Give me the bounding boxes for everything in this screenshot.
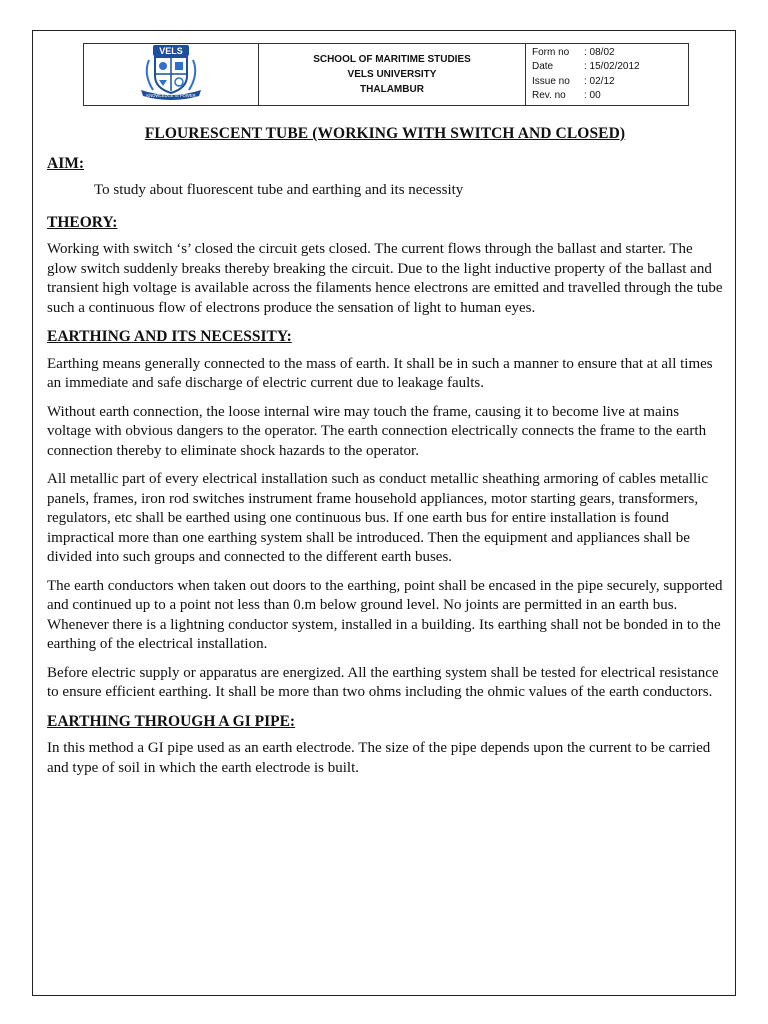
document-title: FLOURESCENT TUBE (WORKING WITH SWITCH AND CLOSED) [144,125,626,142]
theory-heading: THEORY: [47,213,118,231]
shield-emblem-icon [131,44,211,100]
earthing-paragraph: Without earth connection, the loose internal wire may touch the frame, causing it to become live at mains voltage with obvious dangers to the operator. The earth connection electrically connects the frame to the earth connection thereby to eliminate shock hazards to the operator. [47,403,707,459]
gi-pipe-heading: EARTHING THROUGH A GI PIPE: [47,712,296,730]
earthing-paragraph: Before electric supply or apparatus are energized. All the earthing system shall be tested for electrical resistance to ensure efficient earthing. It shall be more than two ohms including the ohmic values of the earth conductors. [47,664,719,700]
logo-top-text: VELS [159,46,183,56]
form-info-row [532,89,688,104]
form-info-row [532,75,688,90]
date-value: : 15/02/2012 [584,61,640,72]
issue-no-label: Issue no [532,75,570,87]
form-no-label: Form no [532,46,570,58]
form-info-cell [526,44,689,106]
document-header [83,43,689,106]
campus-name: THALAMBUR [360,84,424,95]
aim-heading: AIM: [47,154,85,172]
form-info-row [532,60,688,75]
logo-ribbon-text: KNOWLEDGE IS POWER [146,93,196,98]
earthing-heading: EARTHING AND ITS NECESSITY: [47,328,292,345]
earthing-paragraph: Earthing means generally connected to the mass of earth. It shall be in such a manner to ensure that at all times an immediate and safe discharge of electric current due to leakage faults. [47,355,713,391]
earthing-paragraph: The earth conductors when taken out doors to the earthing, point shall be encased in the pipe securely, supported and continued up to a point not less than 0.m below ground level. No joints are permitted in an earth bus. Whenever there is a lightning conductor system, installed in a building. Its earthing shall not be bonded in to the earthing of the electrical installation. [47,577,723,652]
issue-no-value: : 02/12 [584,75,615,87]
date-label: Date [532,61,554,72]
logo-cell [84,44,259,106]
form-no-value: : 08/02 [584,46,615,58]
document-body [47,124,723,787]
earthing-paragraph: All metallic part of every electrical installation such as conduct metallic sheathing armoring of cables metallic panels, frames, iron rod switches instrument frame household appliances, motor starting gears, transformers, regulators, etc shall be earthed using one continuous bus. If one earth bus for entire installation is found impractical more than one earthing system shall be introduced. Then the equipment and appliances shall be divided into such groups and connected to the different earth buses. [47,471,709,565]
university-name: VELS UNIVERSITY [347,69,437,80]
rev-no-label: Rev. no [532,90,566,101]
school-name: SCHOOL OF MARITIME STUDIES [313,54,471,65]
school-info-cell [259,44,526,106]
aim-text: To study about fluorescent tube and earthing and its necessity [94,182,464,198]
theory-paragraph: Working with switch ‘s’ closed the circuit gets closed. The current flows through the ballast and starter. The glow switch suddenly breaks thereby breaking the circuit. Due to the light inductive property of the ballast and transient high voltage is available across the filaments hence electrons are emitted and travelled through the tube such a continuous flow of electrons produce the sensation of light to human eyes. [47,241,723,316]
form-info-row [532,46,688,61]
gi-pipe-paragraph: In this method a GI pipe used as an earth electrode. The size of the pipe depends upon the current to be carried and type of soil in which the earth electrode is built. [47,740,711,776]
rev-no-value: : 00 [584,90,601,101]
vels-logo [131,44,211,100]
